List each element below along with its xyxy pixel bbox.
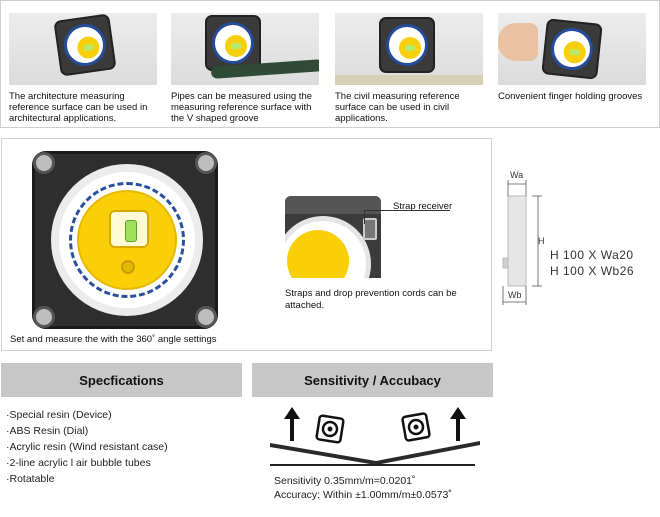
feature-caption: The civil measuring reference surface can be used in civil applications. — [335, 91, 460, 124]
feature-strip — [0, 0, 660, 128]
level-image — [53, 13, 116, 76]
strap-receiver-photo — [285, 196, 381, 278]
wb-label: Wb — [508, 290, 522, 300]
strap-receiver-label: Strap receiver — [393, 201, 453, 212]
spec-item: ·ABS Resin (Dial) — [6, 425, 89, 437]
h-label: H — [538, 236, 545, 246]
wa-label: Wa — [510, 170, 524, 180]
spec-item: ·Special resin (Device) — [6, 409, 112, 421]
corner-knob — [195, 306, 217, 328]
hand-shape — [498, 23, 538, 61]
bubble-vial — [125, 220, 137, 242]
vial-window — [109, 210, 149, 248]
feature-architecture — [9, 13, 161, 124]
spec-item: ·Rotatable — [6, 473, 55, 485]
specifications-list — [6, 407, 168, 487]
baseline-line — [270, 464, 475, 466]
yellow-disc — [77, 190, 177, 290]
level-image — [541, 18, 603, 80]
center-hole — [121, 260, 135, 274]
sensitivity-line: Sensitivity 0.35mm/m=0.0201˚ — [274, 475, 416, 487]
feature-photo-grip — [498, 13, 646, 85]
feature-caption: The architecture measuring reference surface can be used in architectural applications. — [9, 91, 148, 124]
feature-photo-civil — [335, 13, 483, 85]
dimension-line-1: H 100 X Wa20 — [550, 248, 634, 262]
feature-grip — [498, 13, 650, 102]
spec-item: ·2-line acrylic l air bubble tubes — [6, 457, 151, 469]
sensitivity-values — [274, 474, 452, 502]
accuracy-line: Accuracy: Within ±1.00mm/m±0.0573˚ — [274, 489, 452, 501]
corner-knob — [33, 152, 55, 174]
feature-caption: Convenient finger holding grooves — [498, 91, 643, 102]
feature-pipe — [171, 13, 323, 124]
spec-item: ·Acrylic resin (Wind resistant case) — [6, 441, 168, 453]
level-image — [379, 17, 435, 73]
feature-photo-architecture — [9, 13, 157, 85]
feature-photo-pipe — [171, 13, 319, 85]
product-caption: Set and measure the with the 360˚ angle settings — [10, 334, 217, 345]
dimension-diagram — [496, 166, 660, 306]
feature-caption: Pipes can be measured using the measuring reference surface with the V shaped groove — [171, 91, 313, 124]
strap-receiver — [363, 218, 377, 240]
strap-caption: Straps and drop prevention cords can be attached. — [285, 288, 457, 311]
angle-dial — [51, 164, 203, 316]
ground-surface — [335, 75, 483, 85]
product-image — [32, 151, 218, 329]
dimension-drawing — [496, 166, 660, 306]
product-panel — [1, 138, 492, 351]
level-image — [205, 15, 261, 71]
dimension-line-2: H 100 X Wb26 — [550, 264, 635, 278]
feature-civil — [335, 13, 487, 124]
corner-knob — [33, 306, 55, 328]
sensitivity-header: Sensitivity / Accubacy — [252, 363, 493, 397]
corner-knob — [195, 152, 217, 174]
callout-line — [364, 210, 365, 224]
specifications-header: Specfications — [1, 363, 242, 397]
